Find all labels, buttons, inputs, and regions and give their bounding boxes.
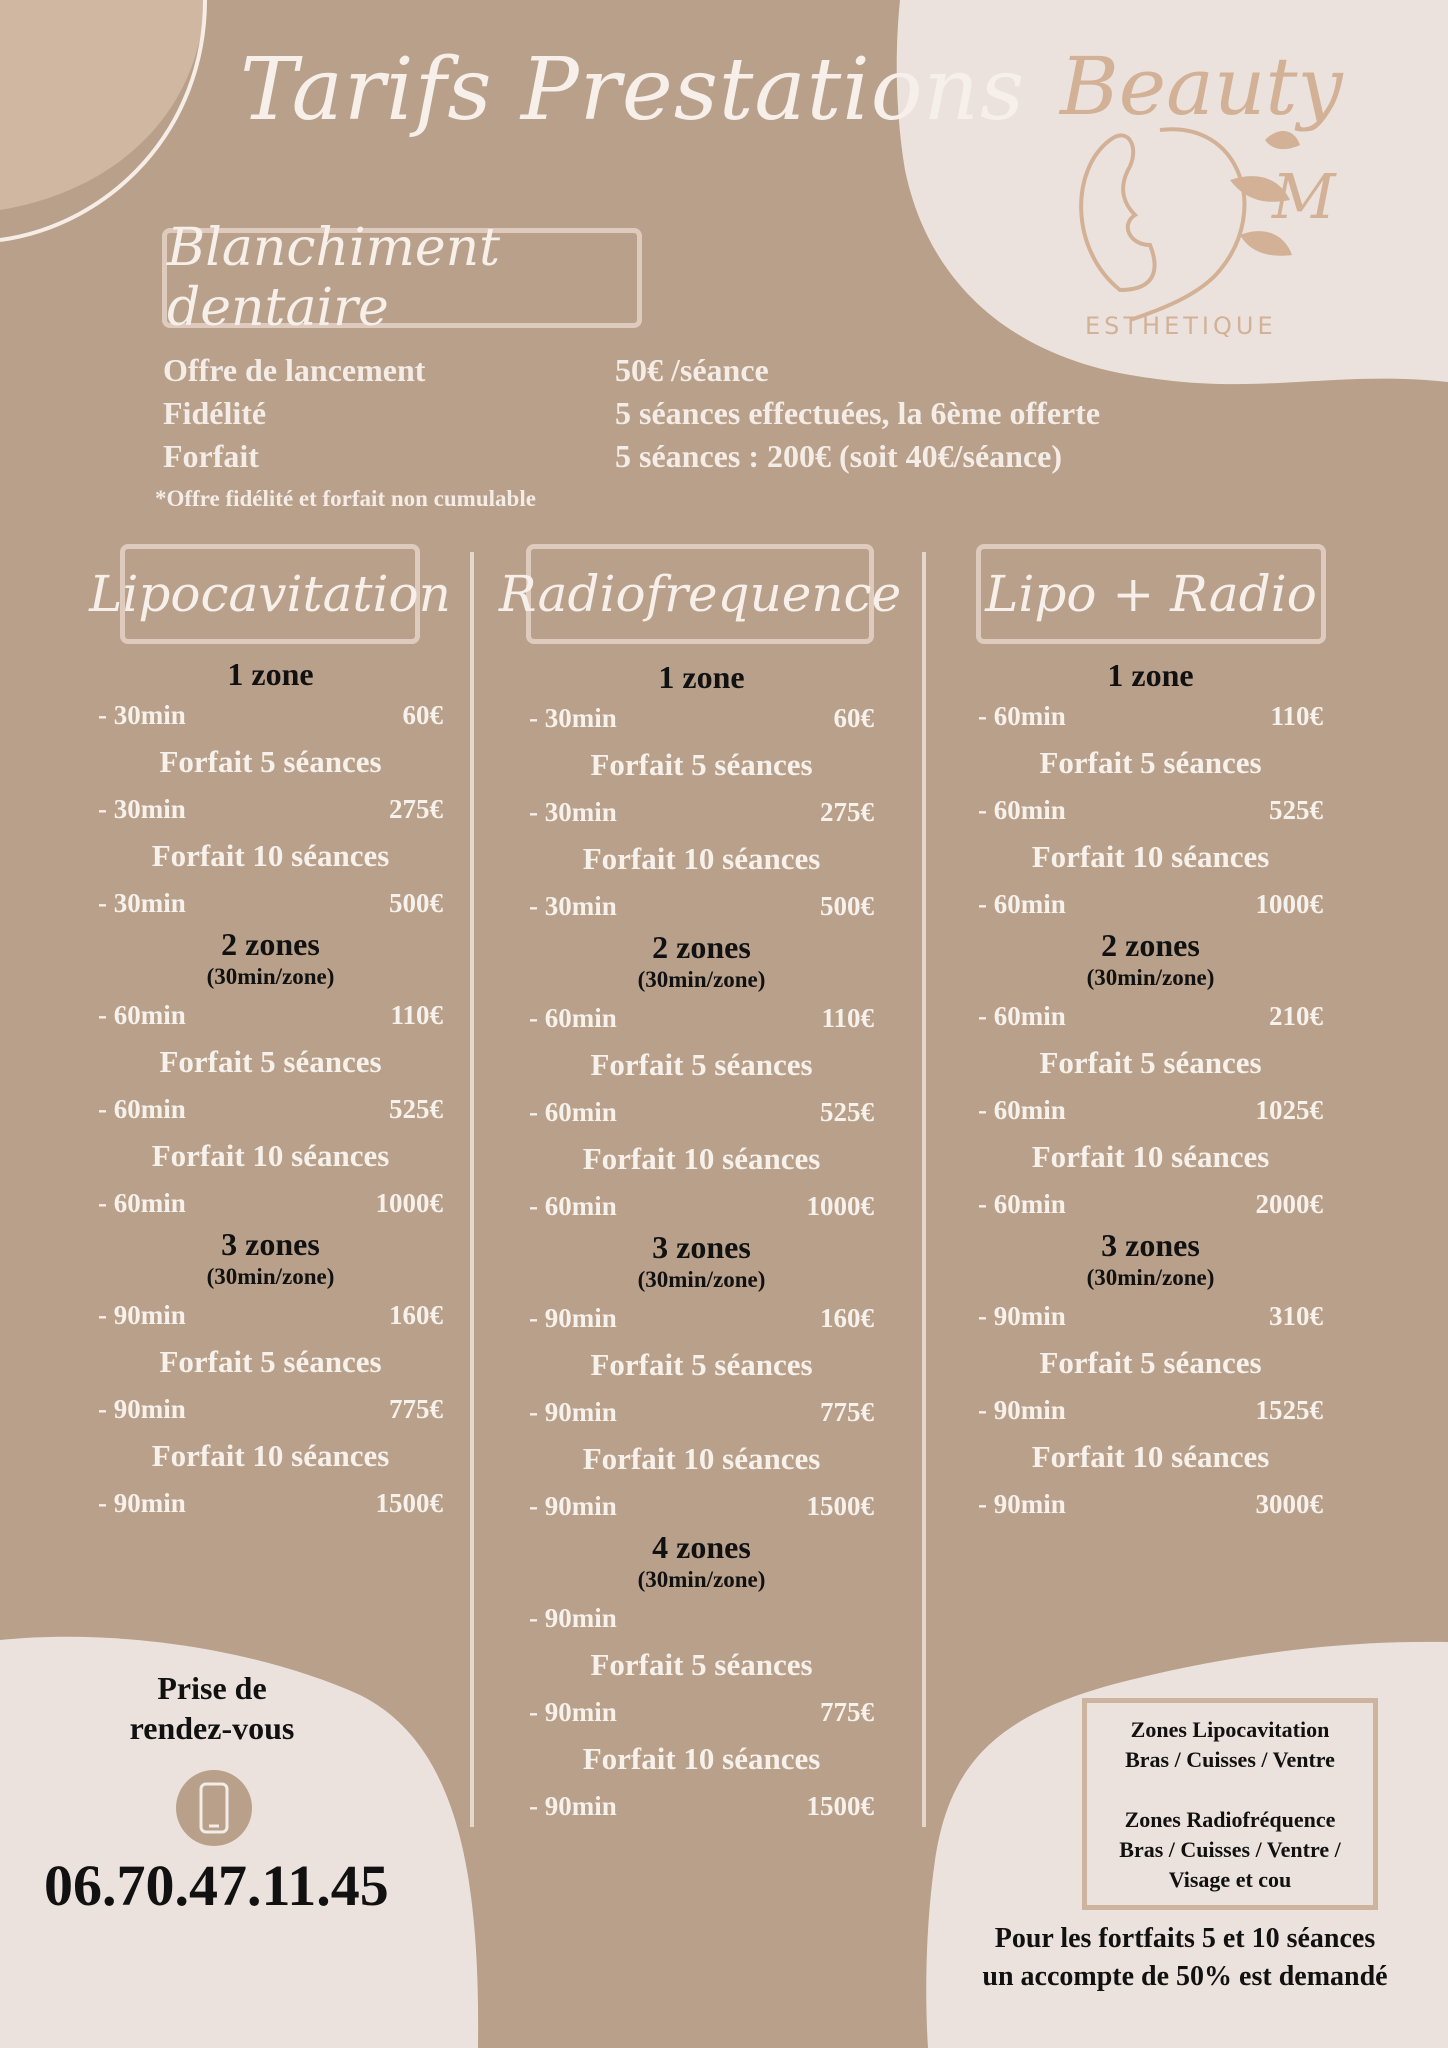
price-line bbox=[98, 1482, 443, 1524]
price-line bbox=[529, 1185, 874, 1227]
price: 60€ bbox=[402, 700, 443, 730]
column-heading-radiofrequence: Radiofrequence bbox=[526, 544, 874, 644]
forfait-5-label: Forfait 5 séances bbox=[1039, 745, 1262, 780]
column-heading-lipocavitation: Lipocavitation bbox=[120, 544, 420, 644]
duration: - 90min bbox=[529, 1397, 617, 1427]
price: 275€ bbox=[820, 797, 874, 827]
logo-subtitle: ESTHETIQUE bbox=[1085, 312, 1277, 340]
duration: - 30min bbox=[529, 797, 617, 827]
price-column-lipo-radio bbox=[978, 655, 1323, 1525]
zones-radio-list-cont: Visage et cou bbox=[1168, 1867, 1292, 1892]
zone-title: 1 zone bbox=[1107, 657, 1194, 693]
duration: - 30min bbox=[98, 888, 186, 918]
price: 775€ bbox=[820, 1397, 874, 1427]
price-line bbox=[98, 1182, 443, 1224]
price-line bbox=[98, 1294, 443, 1336]
price: 525€ bbox=[389, 1094, 443, 1124]
price-line bbox=[98, 1388, 443, 1430]
forfait-10-label: Forfait 10 séances bbox=[582, 1741, 821, 1776]
zone-group bbox=[529, 657, 874, 927]
duration: - 90min bbox=[529, 1603, 617, 1633]
duration: - 30min bbox=[529, 891, 617, 921]
price: 210€ bbox=[1269, 1001, 1323, 1031]
price: 2000€ bbox=[1255, 1189, 1323, 1219]
zone-title: 2 zones bbox=[1101, 927, 1200, 963]
duration: - 60min bbox=[529, 1097, 617, 1127]
price: 1525€ bbox=[1255, 1395, 1323, 1425]
zone-title: 4 zones bbox=[652, 1529, 751, 1565]
price-value: 5 séances effectuées, la 6ème offerte bbox=[615, 395, 1101, 431]
duration: - 60min bbox=[529, 1191, 617, 1221]
price-line bbox=[978, 789, 1323, 831]
appointment-label bbox=[62, 1668, 362, 1748]
duration: - 30min bbox=[98, 794, 186, 824]
price: 110€ bbox=[821, 1003, 874, 1033]
price-line bbox=[529, 1485, 874, 1527]
column-divider bbox=[922, 552, 926, 1827]
forfait-5-label: Forfait 5 séances bbox=[1039, 1345, 1262, 1380]
price-line bbox=[98, 1088, 443, 1130]
zone-group bbox=[98, 654, 443, 924]
price-line bbox=[529, 791, 874, 833]
appointment-label-line2: rendez-vous bbox=[129, 1710, 295, 1746]
price-line bbox=[98, 694, 443, 736]
duration: - 90min bbox=[529, 1303, 617, 1333]
duration: - 90min bbox=[529, 1491, 617, 1521]
price-column-radiofrequence bbox=[529, 657, 874, 1827]
zone-title: 3 zones bbox=[1101, 1227, 1200, 1263]
duration: - 90min bbox=[978, 1395, 1066, 1425]
duration: - 60min bbox=[978, 1001, 1066, 1031]
price-line bbox=[978, 1089, 1323, 1131]
zone-group bbox=[978, 925, 1323, 1225]
zone-group bbox=[98, 924, 443, 1224]
zone-group bbox=[529, 1227, 874, 1527]
zone-group bbox=[529, 927, 874, 1227]
price-label: Forfait bbox=[163, 438, 259, 474]
forfait-5-label: Forfait 5 séances bbox=[590, 1047, 813, 1082]
appointment-label-line1: Prise de bbox=[157, 1670, 267, 1706]
price: 3000€ bbox=[1255, 1489, 1323, 1519]
price-label: Fidélité bbox=[163, 395, 267, 431]
price: 1000€ bbox=[1255, 889, 1323, 919]
duration: - 60min bbox=[98, 1188, 186, 1218]
zone-subtitle: (30min/zone) bbox=[206, 1264, 335, 1289]
forfait-10-label: Forfait 10 séances bbox=[582, 1141, 821, 1176]
zones-lipo-title: Zones Lipocavitation bbox=[1130, 1717, 1330, 1742]
price: 500€ bbox=[389, 888, 443, 918]
page-title: Tarifs Prestations bbox=[240, 40, 1026, 140]
price-label: Offre de lancement bbox=[163, 352, 426, 388]
price-value: 5 séances : 200€ (soit 40€/séance) bbox=[615, 438, 1063, 474]
duration: - 90min bbox=[98, 1488, 186, 1518]
zone-title: 1 zone bbox=[658, 659, 745, 695]
price: 160€ bbox=[389, 1300, 443, 1330]
price-line bbox=[529, 1691, 874, 1733]
price: 160€ bbox=[820, 1303, 874, 1333]
zone-title: 3 zones bbox=[652, 1229, 751, 1265]
duration: - 90min bbox=[529, 1697, 617, 1727]
forfait-5-label: Forfait 5 séances bbox=[159, 1344, 382, 1379]
duration: - 90min bbox=[98, 1300, 186, 1330]
price-line bbox=[978, 1389, 1323, 1431]
price: 275€ bbox=[389, 794, 443, 824]
zone-title: 2 zones bbox=[221, 926, 320, 962]
duration: - 90min bbox=[98, 1394, 186, 1424]
price-line bbox=[529, 1785, 874, 1827]
price: 1025€ bbox=[1255, 1095, 1323, 1125]
duration: - 60min bbox=[978, 795, 1066, 825]
price: 525€ bbox=[820, 1097, 874, 1127]
zones-radio-list: Bras / Cuisses / Ventre / bbox=[1119, 1837, 1341, 1862]
price: 1500€ bbox=[806, 1791, 874, 1821]
deposit-note-line1: Pour les fortfaits 5 et 10 séances bbox=[994, 1923, 1376, 1954]
forfait-10-label: Forfait 10 séances bbox=[582, 841, 821, 876]
duration: - 30min bbox=[98, 700, 186, 730]
price: 500€ bbox=[820, 891, 874, 921]
price-line bbox=[978, 883, 1323, 925]
forfait-10-label: Forfait 10 séances bbox=[1031, 1439, 1270, 1474]
forfait-10-label: Forfait 10 séances bbox=[151, 838, 390, 873]
price-line bbox=[98, 882, 443, 924]
price: 1000€ bbox=[375, 1188, 443, 1218]
price-line bbox=[978, 1183, 1323, 1225]
zone-subtitle: (30min/zone) bbox=[637, 1267, 766, 1292]
forfait-10-label: Forfait 10 séances bbox=[151, 1138, 390, 1173]
price: 1000€ bbox=[806, 1191, 874, 1221]
phone-number: 06.70.47.11.45 bbox=[44, 1853, 389, 1918]
duration: - 90min bbox=[978, 1301, 1066, 1331]
zone-group bbox=[98, 1224, 443, 1524]
zones-radio-title: Zones Radiofréquence bbox=[1124, 1807, 1336, 1832]
zone-subtitle: (30min/zone) bbox=[637, 967, 766, 992]
forfait-5-label: Forfait 5 séances bbox=[590, 1347, 813, 1382]
logo-word-beauty: Beauty bbox=[1060, 40, 1343, 133]
price-line bbox=[529, 885, 874, 927]
zone-group bbox=[978, 1225, 1323, 1525]
price: 525€ bbox=[1269, 795, 1323, 825]
zone-group bbox=[529, 1527, 874, 1827]
price-line bbox=[529, 697, 874, 739]
forfait-10-label: Forfait 10 séances bbox=[1031, 1139, 1270, 1174]
forfait-5-label: Forfait 5 séances bbox=[159, 744, 382, 779]
price: 110€ bbox=[1270, 701, 1323, 731]
price: 60€ bbox=[833, 703, 874, 733]
price: 775€ bbox=[820, 1697, 874, 1727]
zone-subtitle: (30min/zone) bbox=[206, 964, 335, 989]
forfait-10-label: Forfait 10 séances bbox=[1031, 839, 1270, 874]
offer-note: *Offre fidélité et forfait non cumulable bbox=[155, 486, 536, 511]
price-line bbox=[978, 995, 1323, 1037]
zone-group bbox=[978, 655, 1323, 925]
zones-info-box bbox=[1082, 1698, 1378, 1910]
logo-letter-m: M bbox=[1272, 160, 1336, 233]
column-divider bbox=[470, 552, 474, 1827]
deposit-note bbox=[940, 1920, 1430, 1996]
deposit-note-line2: un accompte de 50% est demandé bbox=[982, 1961, 1388, 1992]
phone-icon bbox=[176, 1770, 252, 1846]
column-heading-lipo-radio: Lipo + Radio bbox=[976, 544, 1326, 644]
price-line bbox=[978, 695, 1323, 737]
zone-subtitle: (30min/zone) bbox=[1086, 1265, 1215, 1290]
duration: - 60min bbox=[529, 1003, 617, 1033]
smartphone-icon bbox=[176, 1770, 252, 1846]
duration: - 60min bbox=[978, 889, 1066, 919]
forfait-10-label: Forfait 10 séances bbox=[582, 1441, 821, 1476]
zone-title: 1 zone bbox=[227, 656, 314, 692]
zone-title: 2 zones bbox=[652, 929, 751, 965]
duration: - 60min bbox=[978, 1095, 1066, 1125]
price-line bbox=[529, 1391, 874, 1433]
forfait-5-label: Forfait 5 séances bbox=[590, 1647, 813, 1682]
forfait-5-label: Forfait 5 séances bbox=[1039, 1045, 1262, 1080]
duration: - 60min bbox=[978, 701, 1066, 731]
duration: - 60min bbox=[98, 1000, 186, 1030]
duration: - 60min bbox=[98, 1094, 186, 1124]
price-column-lipocavitation bbox=[98, 654, 443, 1524]
price: 310€ bbox=[1269, 1301, 1323, 1331]
price: 1500€ bbox=[375, 1488, 443, 1518]
zone-title: 3 zones bbox=[221, 1226, 320, 1262]
price: 1500€ bbox=[806, 1491, 874, 1521]
section-heading-blanchiment: Blanchiment dentaire bbox=[162, 228, 642, 328]
price-line bbox=[978, 1295, 1323, 1337]
zone-subtitle: (30min/zone) bbox=[637, 1567, 766, 1592]
price-line bbox=[98, 994, 443, 1036]
duration: - 60min bbox=[978, 1189, 1066, 1219]
forfait-5-label: Forfait 5 séances bbox=[590, 747, 813, 782]
forfait-10-label: Forfait 10 séances bbox=[151, 1438, 390, 1473]
price-value: 50€ /séance bbox=[615, 352, 769, 388]
price: 775€ bbox=[389, 1394, 443, 1424]
price-line bbox=[529, 1597, 874, 1639]
duration: - 90min bbox=[978, 1489, 1066, 1519]
price-line bbox=[978, 1483, 1323, 1525]
brand-logo bbox=[1010, 30, 1350, 350]
price-line bbox=[529, 997, 874, 1039]
price-line bbox=[529, 1297, 874, 1339]
price-line bbox=[98, 788, 443, 830]
duration: - 90min bbox=[529, 1791, 617, 1821]
price-line bbox=[529, 1091, 874, 1133]
zone-subtitle: (30min/zone) bbox=[1086, 965, 1215, 990]
forfait-5-label: Forfait 5 séances bbox=[159, 1044, 382, 1079]
price: 110€ bbox=[390, 1000, 443, 1030]
duration: - 30min bbox=[529, 703, 617, 733]
zones-lipo-list: Bras / Cuisses / Ventre bbox=[1125, 1747, 1335, 1772]
